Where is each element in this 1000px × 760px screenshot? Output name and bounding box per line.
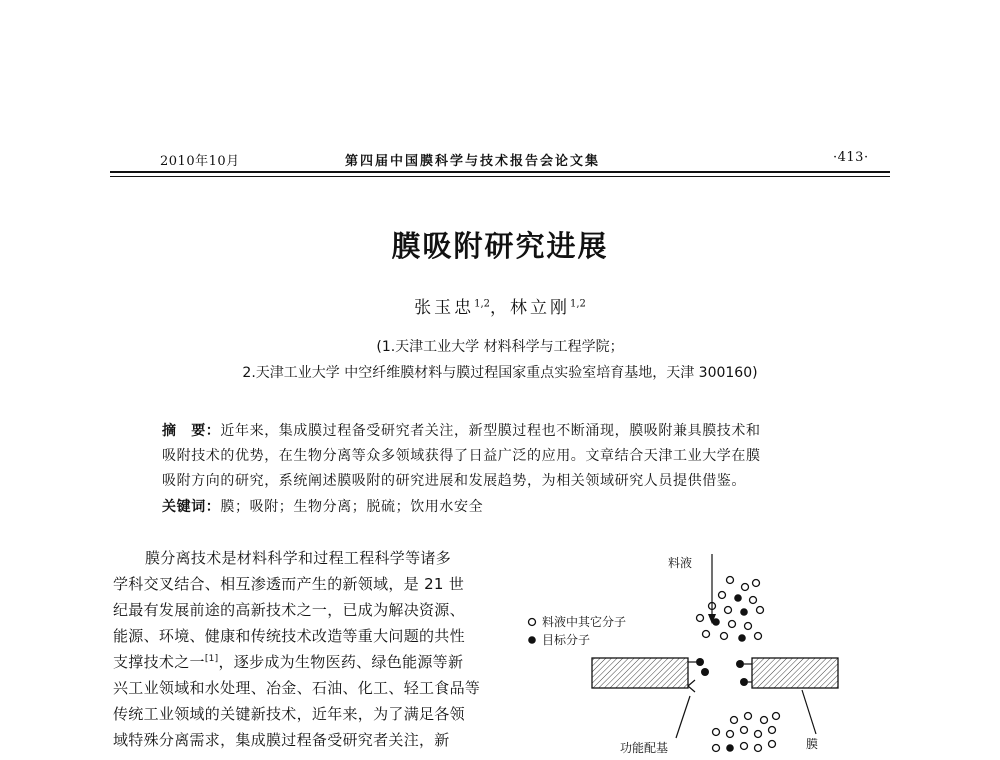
membrane-label: 膜 [806,737,819,751]
body-line-8: 域特殊分离需求，集成膜过程备受研究者关注，新 [113,731,450,749]
membrane-block-right [752,658,838,688]
body-line-5-post: ，逐步成为生物医药、绿色能源等新 [218,653,464,671]
header-rule-thin [110,176,890,177]
abstract-line-3: 吸附方向的研究，系统阐述膜吸附的研究进展和发展趋势，为相关领域研究人员提供借鉴。 [162,473,746,489]
feed-molecule-cluster [697,577,764,642]
legend-other-label: 料液中其它分子 [542,615,627,629]
membrane-block-left [592,658,688,688]
body-line-5 [113,651,463,672]
adsorbed-target-molecules [688,658,752,692]
body-line-2: 学科交叉结合、相互渗透而产生的新领域，是 21 世 [113,575,465,593]
legend-target-label: 目标分子 [542,633,591,647]
body-line-6: 兴工业领域和水处理、冶金、石油、化工、轻工食品等 [113,679,481,697]
header-conference: 第四届中国膜科学与技术报告会论文集 [345,154,601,169]
body-line-3: 纪最有发展前途的高新技术之一，已成为解决资源、 [113,601,465,619]
body-line-5-pre: 支撑技术之一 [113,653,205,671]
membrane-adsorption-diagram [520,540,840,760]
authors [0,293,1000,318]
legend-target-icon [528,636,536,644]
author-separator: ， [490,298,510,318]
affiliation-1: (1.天津工业大学 材料科学与工程学院； [376,339,624,355]
membrane-pointer [802,690,816,734]
body-line-4: 能源、环境、健康和传统技术改造等重大问题的共性 [113,627,465,645]
citation-ref: [1] [204,654,219,664]
header-rule-thick [110,171,890,173]
body-line-1: 膜分离技术是材料科学和过程工程科学等诸多 [145,549,452,567]
author-2: 林立刚 [510,298,570,318]
affiliation-2: 2.天津工业大学 中空纤维膜材料与膜过程国家重点实验室培育基地，天津 300160) [242,365,758,381]
abstract-text-1: 近年来，集成膜过程备受研究者关注，新型膜过程也不断涌现，膜吸附兼具膜技术和 [220,423,761,439]
header-date: 2010年10月 [160,154,240,169]
legend-other-icon [529,619,536,626]
keywords-line [162,496,483,516]
author-1: 张玉忠 [414,298,475,318]
author-1-affil: 1,2 [474,298,490,310]
body-line-7: 传统工业领域的关键新技术，近年来，为了满足各领 [113,705,465,723]
abstract-line-2: 吸附技术的优势，在生物分离等众多领域获得了日益广泛的应用。文章结合天津工业大学在膜 [162,448,761,464]
author-2-affil: 1,2 [570,298,586,310]
functional-group-label: 功能配基 [620,741,669,755]
functional-group-pointer [676,696,690,738]
feed-label: 料液 [668,556,693,570]
abstract-label: 摘 要： [162,423,221,439]
paper-title: 膜吸附研究进展 [391,229,609,263]
permeate-molecule-cluster [713,713,780,752]
keywords-label: 关键词： [162,499,221,515]
abstract-line-1 [162,420,761,440]
header-page-number: ·413· [833,150,869,165]
keywords-text: 膜；吸附；生物分离；脱硫；饮用水安全 [220,499,484,515]
